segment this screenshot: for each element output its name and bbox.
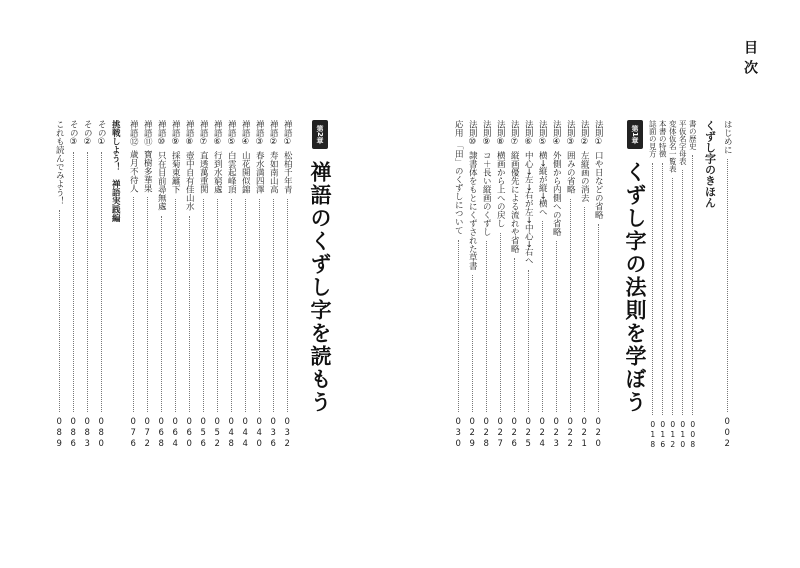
entry-title: 横→縦が縦→横へ: [537, 151, 548, 217]
page-number: 022: [565, 417, 576, 450]
chapter-title: 禅語のくずし字を読もう: [308, 160, 332, 414]
leader-dots: [189, 216, 190, 413]
page-number: 056: [198, 417, 209, 450]
toc-entry-zengo-12[interactable]: [128, 120, 138, 450]
page-number: 027: [495, 417, 506, 450]
page-number: 032: [282, 417, 293, 450]
entry-prefix: 法則④: [551, 120, 562, 147]
toc-entry-applied[interactable]: [453, 120, 463, 450]
entry-title: 平仮名字母表: [678, 120, 688, 165]
leader-dots: [273, 199, 274, 413]
entry-title: 壺中自有佳山水: [184, 151, 195, 211]
leader-dots: [87, 152, 88, 412]
entry-prefix: 禅語⑫: [128, 120, 139, 146]
leader-dots: [245, 199, 246, 413]
entry-title: 誌面の見方: [648, 120, 658, 158]
toc-entry-zengo-7[interactable]: [198, 120, 208, 450]
entry-prefix: 禅語⑦: [198, 120, 209, 147]
leader-dots: [570, 199, 571, 413]
entry-title: 口や日などの省略: [593, 151, 604, 219]
leader-dots: [133, 197, 134, 412]
toc-entry-zengo-10[interactable]: [156, 120, 166, 450]
page-number: 072: [142, 417, 153, 450]
leader-dots: [59, 210, 60, 412]
entry-prefix: 法則⑩: [467, 120, 478, 147]
toc-entry-rule-7[interactable]: [509, 120, 519, 450]
leader-dots: [486, 241, 487, 412]
entry-title: これも読んでみよう！: [54, 120, 65, 205]
entry-title: くずし字のきほん: [703, 120, 717, 208]
toc-entry-rule-8[interactable]: [495, 120, 505, 450]
toc-entry-practice[interactable]: [110, 120, 120, 450]
leader-dots: [175, 199, 176, 413]
leader-dots: [682, 170, 683, 415]
toc-entry-practice-2[interactable]: [82, 120, 92, 450]
entry-title: その②: [82, 120, 93, 147]
page-number: 008: [688, 420, 698, 450]
leader-dots: [652, 163, 653, 416]
toc-entry-intro[interactable]: [722, 120, 732, 450]
entry-title: 「田」のくずしについて: [453, 141, 464, 235]
toc-title: 目次: [742, 40, 758, 80]
toc-entry-zengo-4[interactable]: [240, 120, 250, 450]
page-number: 076: [128, 417, 139, 450]
toc-entry-zengo-8[interactable]: [184, 120, 194, 450]
toc-entry-rule-4[interactable]: [551, 120, 561, 450]
toc-entry-features[interactable]: [658, 120, 667, 450]
entry-prefix: 禅語⑪: [142, 120, 153, 146]
entry-prefix: 禅語⑤: [226, 120, 237, 147]
toc-entry-rule-5[interactable]: [537, 120, 547, 450]
page-number: 028: [481, 417, 492, 450]
toc-entry-rule-2[interactable]: [579, 120, 589, 450]
page-number: 002: [722, 417, 733, 450]
entry-prefix: 法則①: [593, 120, 604, 147]
entry-prefix: 法則⑧: [495, 120, 506, 147]
entry-title: 横画から上への戻し: [495, 151, 506, 228]
page-number: 044: [240, 417, 251, 450]
page-number: 016: [658, 420, 668, 450]
page-number: 012: [668, 420, 678, 450]
entry-title: 隷書体をもとにくずされた草書: [467, 151, 478, 270]
toc-entry-zengo-6[interactable]: [212, 120, 222, 450]
leader-dots: [472, 275, 473, 412]
leader-dots: [598, 224, 599, 412]
leader-dots: [458, 240, 459, 413]
page-number: 089: [54, 417, 65, 450]
entry-title: 白雲起峰頂: [226, 151, 237, 194]
toc-entry-rule-6[interactable]: [523, 120, 533, 450]
leader-dots: [217, 199, 218, 413]
leader-dots: [287, 199, 288, 413]
chapter-badge: 第1章: [627, 120, 643, 149]
page-number: 080: [96, 417, 107, 450]
entry-title: 直透萬重関: [198, 151, 209, 194]
entry-title: 中心→左→右が左→中心→右へ: [523, 151, 534, 265]
page-number: 048: [226, 417, 237, 450]
toc-entry-read-this-too[interactable]: [54, 120, 64, 450]
entry-title: その①: [96, 120, 107, 147]
entry-prefix: 禅語④: [240, 120, 251, 147]
toc-entry-rule-1[interactable]: [593, 120, 603, 450]
leader-dots: [161, 216, 162, 413]
entry-prefix: 法則⑨: [481, 120, 492, 147]
leader-dots: [231, 199, 232, 413]
page-number: 064: [170, 417, 181, 450]
entry-title: 挑戦しよう！ 禅語実践編: [110, 120, 121, 222]
entry-title: 歳月不待人: [128, 149, 139, 192]
leader-dots: [101, 152, 102, 412]
page-number: 021: [579, 417, 590, 450]
chapter-2-heading[interactable]: [305, 120, 335, 414]
entry-title: 寿如南山高: [268, 151, 279, 194]
entry-prefix: 法則②: [579, 120, 590, 147]
entry-title: 採菊東籬下: [170, 151, 181, 194]
page-number: 010: [678, 420, 688, 450]
toc-entry-zengo-9[interactable]: [170, 120, 180, 450]
entry-prefix: 応用: [453, 120, 464, 137]
leader-dots: [672, 178, 673, 416]
entry-title: 松柏千年青: [282, 151, 293, 194]
page-number: 030: [453, 417, 464, 450]
toc-entry-rule-3[interactable]: [565, 120, 575, 450]
toc-entry-zengo-3[interactable]: [254, 120, 264, 450]
entry-title: 囲みの省略: [565, 151, 576, 194]
entry-prefix: 法則⑥: [523, 120, 534, 147]
entry-prefix: 禅語③: [254, 120, 265, 147]
leader-dots: [514, 258, 515, 412]
entry-title: 外側から内側への省略: [551, 151, 562, 236]
entry-prefix: 禅語⑧: [184, 120, 195, 147]
entry-title: 只在目前尋無處: [156, 151, 167, 211]
toc-entry-practice-1[interactable]: [96, 120, 106, 450]
page-number: 020: [593, 417, 604, 450]
toc-entry-zengo-2[interactable]: [268, 120, 278, 450]
page-number: 040: [254, 417, 265, 450]
page-number: 086: [68, 417, 79, 450]
entry-prefix: 禅語⑩: [156, 120, 167, 147]
entry-title: 行到水窮處: [212, 151, 223, 194]
chapter-title: くずし字の法則を学ぼう: [623, 160, 647, 414]
page-number: 026: [509, 417, 520, 450]
page-number: 023: [551, 417, 562, 450]
page-number: 068: [156, 417, 167, 450]
toc-entry-rule-10[interactable]: [467, 120, 477, 450]
leader-dots: [500, 233, 501, 413]
entry-title: 山花開似錦: [240, 151, 251, 194]
leader-dots: [584, 207, 585, 412]
page-number: 018: [648, 420, 658, 450]
entry-prefix: 法則⑤: [537, 120, 548, 147]
entry-prefix: 法則③: [565, 120, 576, 147]
page-number: 060: [184, 417, 195, 450]
chapter-1-heading[interactable]: [620, 120, 650, 414]
entry-title: 書の歴史: [688, 120, 698, 150]
entry-prefix: 禅語⑨: [170, 120, 181, 147]
page-number: 029: [467, 417, 478, 450]
entry-title: はじめに: [722, 120, 733, 154]
entry-title: 本書の特徴: [658, 120, 668, 158]
entry-title: その③: [68, 120, 79, 147]
page-number: 024: [537, 417, 548, 450]
leader-dots: [203, 199, 204, 413]
entry-prefix: 禅語⑥: [212, 120, 223, 147]
page-number: 025: [523, 417, 534, 450]
toc-entry-hiragana-table[interactable]: [678, 120, 687, 450]
toc-entry-zengo-5[interactable]: [226, 120, 236, 450]
leader-dots: [542, 221, 543, 412]
entry-prefix: 禅語②: [268, 120, 279, 147]
toc-entry-practice-3[interactable]: [68, 120, 78, 450]
entry-prefix: 禅語①: [282, 120, 293, 147]
toc-entry-history[interactable]: [688, 120, 697, 450]
page-number: 083: [82, 417, 93, 450]
entry-title: 春水満四澤: [254, 151, 265, 194]
leader-dots: [662, 163, 663, 416]
toc-entry-hentaigana-list[interactable]: [668, 120, 677, 450]
leader-dots: [556, 241, 557, 412]
toc-entry-zengo-1[interactable]: [282, 120, 292, 450]
leader-dots: [528, 270, 529, 413]
toc-entry-basics[interactable]: [704, 120, 716, 450]
leader-dots: [73, 152, 74, 412]
leader-dots: [727, 159, 728, 412]
leader-dots: [147, 197, 148, 412]
entry-prefix: 法則⑦: [509, 120, 520, 147]
page-number: 052: [212, 417, 223, 450]
entry-title: 縦画優先による流れや省略: [509, 151, 520, 253]
toc-entry-rule-9[interactable]: [481, 120, 491, 450]
chapter-badge: 第2章: [312, 120, 328, 149]
page-number: 036: [268, 417, 279, 450]
entry-title: 左縦画の消去: [579, 151, 590, 202]
entry-title: 変体仮名一覧表: [668, 120, 678, 173]
entry-title: 寶樹多華果: [142, 149, 153, 192]
leader-dots: [259, 199, 260, 413]
entry-title: コ＋長い縦画のくずし: [481, 151, 492, 236]
leader-dots: [692, 155, 693, 415]
toc-entry-zengo-11[interactable]: [142, 120, 152, 450]
